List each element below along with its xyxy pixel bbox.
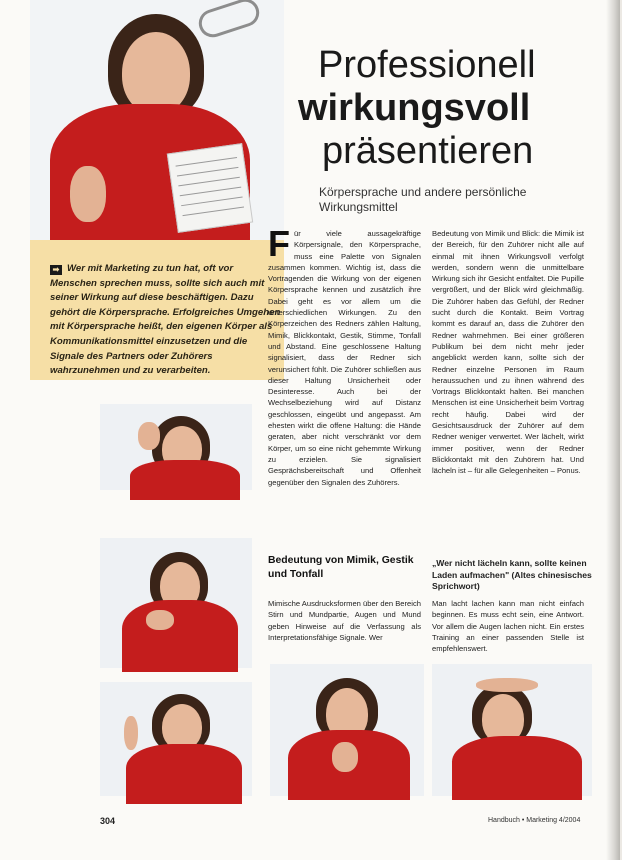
body-column-1-lower-text: Mimische Ausdrucksformen über den Bereich Stirn und Mundpartie, Augen und Mund geben Hinweise auf die Verfassung als Interpretationsfähige Signale. Wer: [268, 599, 421, 642]
body-column-1-lower: [268, 598, 421, 644]
section-subheading: Bedeutung von Mimik, Gestik und Tonfall: [268, 555, 414, 580]
photo-raised-finger: [100, 682, 252, 796]
body-column-2-lower: [432, 598, 584, 654]
headline-line-3: präsentieren: [322, 130, 534, 172]
subtitle: Körpersprache und andere persönliche Wirkungsmittel: [319, 185, 527, 214]
photo-hand-on-chest: [270, 664, 424, 796]
dropcap: F: [268, 223, 290, 264]
arrow-right-icon: ➡: [50, 265, 62, 275]
headline-line-1: Professionell: [318, 44, 536, 86]
page-spine: [606, 0, 620, 860]
body-column-1-text: ür viele aussagekräftige Körpersignale, den Körpersprache, muss eine Palette von Signalen zusammen kommen. Wichtig ist, dass die Vortragenden die Wirkung von der eigenen Körpersprache kennen und zusätzlich ihre Dabei geht es vor allem um die unterschiedlichen Wirkungen. Zu den Körperzeichen des Redners zählen Haltung, Mimik, Blickkontakt, Gestik, Stimme, Tonfall und Abstand. Eine geschlossene Haltung signalisiert, dass der Redner sich verunsichert fühlt. Die Zuhörer schließen aus dieser Haltung Unsicherheit oder Desinteresse. Auch bei der Wechselbeziehung wird auf Distanz geschlossen, eingeübt und angepasst. Am ehesten wirkt die offene Haltung: die Hände geraten, aber nicht verschränkt vor dem Körper, um so eine nicht gehemmte Wirkung zu erzielen. Sie signalisiert Gesprächsbereitschaft und Offenheit gegenüber den Signalen des Zuhörers.: [268, 229, 421, 487]
proverb-quote: „Wer nicht lächeln kann, sollte keinen Laden aufmachen" (Altes chinesisches Sprichwort): [432, 558, 592, 591]
photo-presenter-with-papers: [30, 0, 284, 240]
photo-thoughtful-expression: [100, 538, 252, 668]
headline-line-2: wirkungsvoll: [298, 87, 531, 129]
page-number: 304: [100, 816, 116, 826]
photo-hand-on-forehead: [432, 664, 592, 796]
intro-box-text: Wer mit Marketing zu tun hat, oft vor Menschen sprechen muss, sollte sich auch mit seiner Wirkung auf diese beschäftigen. Dazu gehört die Körpersprache. Erfolgreiches Umgehen mit Körpersprache heißt, den eigenen Körper als Kommunikationsmittel einzusetzen und die Signale des Partners oder Zuhörers wahrzunehmen und zu verarbeiten.: [50, 263, 281, 377]
body-column-2: [432, 228, 584, 548]
intro-box: [50, 262, 282, 379]
footer-publication: Handbuch • Marketing 4/2004: [488, 817, 581, 824]
body-column-2-lower-text: Man lacht lachen kann man nicht einfach beginnen. Es muss echt sein, eine Antwort. Vor allem die Augen lachen nicht. Ein erstes Training an einer passenden Stelle ist empfehlenswert.: [432, 599, 584, 654]
body-column-1: [268, 223, 421, 546]
photo-hand-in-hair: [100, 404, 252, 490]
body-column-2-text: Bedeutung von Mimik und Blick: die Mimik ist der Bereich, für den Zuhörer nicht alle auf einmal mit ihnen Wirkungsvoll verfolgt werden, sondern wenn die unmittelbare Wirkung sich ihr Gesicht entfaltet. Die Pupille vergrößert, und der Blick wird gleichmäßig. Die Zuhörer haben das Gefühl, der Redner sucht durch die Kontakt. Beim Vortrag kommt es darauf an, dass die Zuhörer den Redner wahrnehmen. Bei einer größeren Publikum bei dem nicht mehr jeder angeblickt werden kann, sollte sich der Redner einzelne Personen im Raum heraussuchen und zu ihnen während des Vortrags Blickkontakt halten. Bei manchen Menschen ist eine Unsicherheit beim Vortrag recht häufig. Dabei wird der Gesichtsausdruck der Zuhörer auf dem Redner weniger verwertet. Wer lächelt, wirkt immer positiver, wenn der Redner Blickkontakt mit den Zuhörern hat. Und lächeln ist – für alle Gelegenheiten – Ponus.: [432, 229, 584, 476]
